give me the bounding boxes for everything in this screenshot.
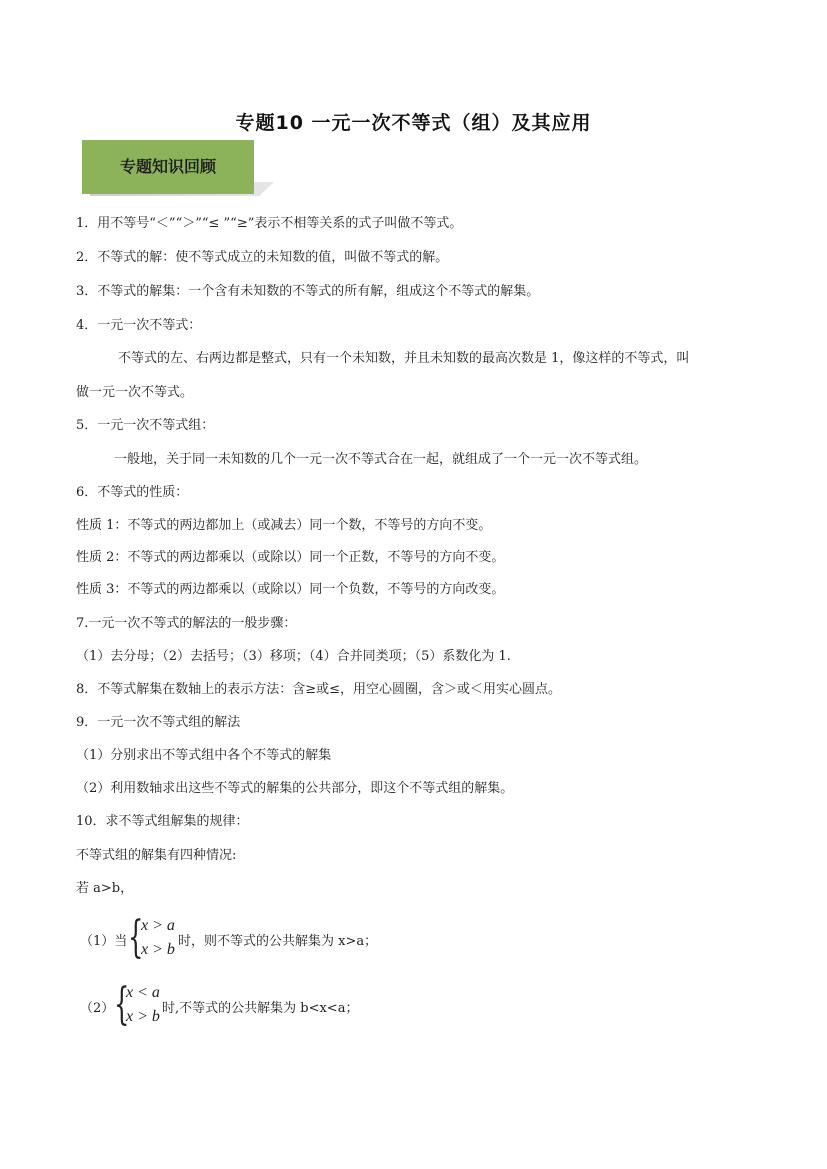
text-line-10: 10．求不等式组解集的规律： [76,814,249,829]
property-2: 性质 2：不等式的两边都乘以（或除以）同一个正数，不等号的方向不变。 [76,550,505,565]
text-line-4-body: 不等式的左、右两边都是整式，只有一个未知数，并且未知数的最高次数是 1，像这样的不等式，叫 [118,351,690,366]
property-3: 性质 3：不等式的两边都乘以（或除以）同一个负数，不等号的方向改变。 [76,582,505,597]
case-2-brace: { [114,979,130,1030]
text-line-4: 4．一元一次不等式： [76,318,202,333]
case-2-suffix: 时,不等式的公共解集为 b<x<a； [162,1001,359,1016]
steps-line: （1）去分母；（2）去括号；（3）移项；（4）合并同类项；（5）系数化为 1. [76,649,511,664]
text-line-6: 6．不等式的性质： [76,485,189,500]
text-line-10-a: 不等式组的解集有四种情况: [76,848,237,863]
case-1-prefix: （1）当 [80,934,128,949]
banner-label: 专题知识回顾 [119,157,216,176]
text-line-10-b: 若 a>b， [76,881,134,896]
case-2-prefix: （2） [80,1001,115,1016]
text-line-7: 7.一元一次不等式的解法的一般步骤： [76,616,297,631]
text-line-9-1: （1）分别求出不等式组中各个不等式的解集 [76,748,332,763]
text-line-9-2: （2）利用数轴求出这些不等式的解集的公共部分，即这个不等式组的解集。 [76,781,514,796]
case-2-eq-1: x < a [126,984,160,1001]
property-1: 性质 1：不等式的两边都加上（或减去）同一个数，不等号的方向不变。 [76,518,492,533]
case-1-suffix: 时，则不等式的公共解集为 x>a； [178,934,378,949]
case-2-eq-2: x > b [126,1008,160,1025]
text-line-5-body: 一般地，关于同一未知数的几个一元一次不等式合在一起，就组成了一个一元一次不等式组。 [114,452,648,467]
text-line-2: 2．不等式的解：使不等式成立的未知数的值，叫做不等式的解。 [76,250,449,265]
case-1-brace: { [128,912,144,963]
text-line-1: 1．用不等号“＜”“＞”“≤ ”“≥”表示不相等关系的式子叫做不等式。 [76,216,463,231]
case-1-eq-2: x > b [141,941,175,958]
text-line-9: 9．一元一次不等式组的解法 [76,715,241,730]
text-line-5: 5．一元一次不等式组： [76,418,215,433]
case-1-system [141,914,175,962]
case-1-eq-1: x > a [141,917,175,934]
page-title: 专题10 一元一次不等式（组）及其应用 [235,112,592,134]
case-2-system [126,981,160,1029]
text-line-8: 8．不等式解集在数轴上的表示方法：含≥或≤，用空心圆圈，含＞或＜用实心圆点。 [76,682,562,697]
section-banner [82,140,272,196]
text-line-3: 3．不等式的解集：一个含有未知数的不等式的所有解，组成这个不等式的解集。 [76,284,540,299]
text-line-4-cont: 做一元一次不等式。 [76,385,194,400]
